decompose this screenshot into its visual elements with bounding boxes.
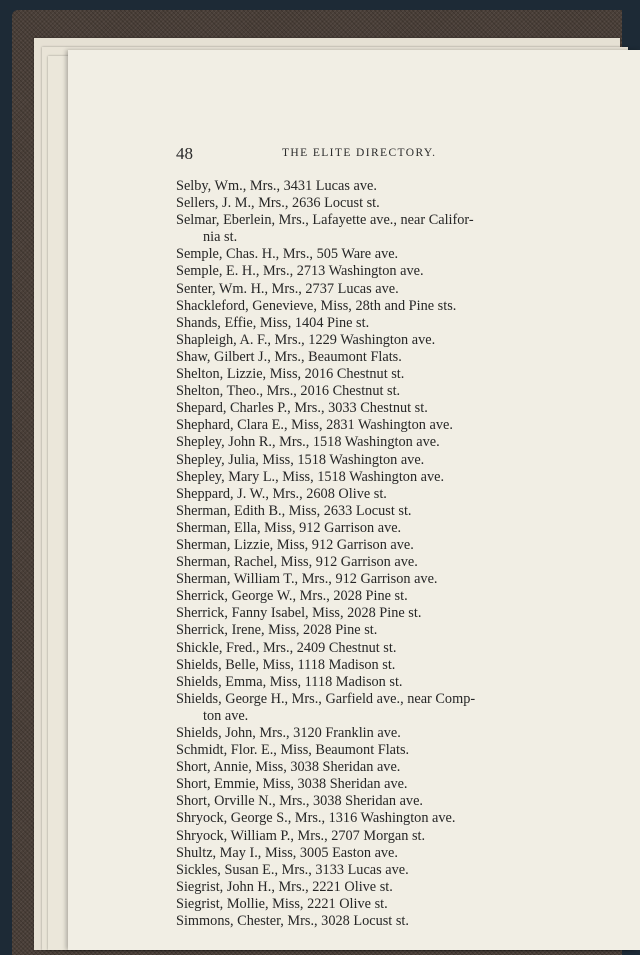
directory-entry: Shepley, Mary L., Miss, 1518 Washington ave. <box>176 468 445 485</box>
directory-entry: Shields, Emma, Miss, 1118 Madison st. <box>176 673 403 690</box>
directory-entry: Shields, George H., Mrs., Garfield ave., near Comp- <box>176 690 476 707</box>
directory-entry: Shackleford, Genevieve, Miss, 28th and Pine sts. <box>176 297 457 314</box>
directory-entry: Senter, Wm. H., Mrs., 2737 Lucas ave. <box>176 280 399 297</box>
directory-entry: Siegrist, John H., Mrs., 2221 Olive st. <box>176 878 393 895</box>
directory-entry: Shepley, Julia, Miss, 1518 Washington ave. <box>176 451 425 468</box>
directory-entry: Shapleigh, A. F., Mrs., 1229 Washington ave. <box>176 331 436 348</box>
directory-entry: Shelton, Lizzie, Miss, 2016 Chestnut st. <box>176 366 405 383</box>
directory-entry: Short, Emmie, Miss, 3038 Sheridan ave. <box>176 776 408 793</box>
directory-entry: Sherman, Lizzie, Miss, 912 Garrison ave. <box>176 536 414 553</box>
running-title: THE ELITE DIRECTORY. <box>282 147 437 159</box>
directory-entry: Sherman, Rachel, Miss, 912 Garrison ave. <box>176 554 418 571</box>
directory-entry: Shands, Effie, Miss, 1404 Pine st. <box>176 314 370 331</box>
page-number: 48 <box>176 144 193 163</box>
directory-entry: Shultz, May I., Miss, 3005 Easton ave. <box>176 844 398 861</box>
directory-entry: Shryock, George S., Mrs., 1316 Washington ave. <box>176 810 456 827</box>
directory-entry: Short, Orville N., Mrs., 3038 Sheridan ave. <box>176 793 423 810</box>
directory-entry: Sellers, J. M., Mrs., 2636 Locust st. <box>176 195 380 212</box>
directory-entry: Selmar, Eberlein, Mrs., Lafayette ave., near Califor- <box>176 212 474 229</box>
directory-entry: Simmons, Chester, Mrs., 3028 Locust st. <box>176 913 409 930</box>
directory-entry: Sherrick, George W., Mrs., 2028 Pine st. <box>176 588 408 605</box>
directory-entry: Sickles, Susan E., Mrs., 3133 Lucas ave. <box>176 861 409 878</box>
directory-entry: Schmidt, Flor. E., Miss, Beaumont Flats. <box>176 742 410 759</box>
directory-entry: Shaw, Gilbert J., Mrs., Beaumont Flats. <box>176 348 402 365</box>
directory-entry: Sherman, Edith B., Miss, 2633 Locust st. <box>176 502 412 519</box>
directory-entry: Shields, John, Mrs., 3120 Franklin ave. <box>176 725 401 741</box>
directory-entry: Sherrick, Irene, Miss, 2028 Pine st. <box>176 622 378 639</box>
directory-entry: Shickle, Fred., Mrs., 2409 Chestnut st. <box>176 639 397 656</box>
directory-entry: Shepley, John R., Mrs., 1518 Washington ave. <box>176 434 440 451</box>
directory-entries <box>176 178 576 930</box>
directory-entry-continuation: ton ave. <box>203 707 249 724</box>
directory-entry: Shryock, William P., Mrs., 2707 Morgan st. <box>176 827 426 844</box>
directory-entry: Shelton, Theo., Mrs., 2016 Chestnut st. <box>176 383 401 400</box>
page-header <box>176 144 476 164</box>
directory-entry: Semple, E. H., Mrs., 2713 Washington ave. <box>176 263 424 280</box>
directory-entry: Short, Annie, Miss, 3038 Sheridan ave. <box>176 759 401 776</box>
directory-entry: Siegrist, Mollie, Miss, 2221 Olive st. <box>176 895 388 912</box>
directory-entry: Semple, Chas. H., Mrs., 505 Ware ave. <box>176 246 399 263</box>
directory-entry: Sherman, Ella, Miss, 912 Garrison ave. <box>176 519 402 536</box>
directory-entry-continuation: nia st. <box>203 229 238 246</box>
directory-entry: Shields, Belle, Miss, 1118 Madison st. <box>176 656 396 673</box>
directory-entry: Shephard, Clara E., Miss, 2831 Washington ave. <box>176 417 453 434</box>
directory-entry: Sheppard, J. W., Mrs., 2608 Olive st. <box>176 485 387 502</box>
directory-entry: Sherrick, Fanny Isabel, Miss, 2028 Pine st. <box>176 605 422 622</box>
directory-entry: Sherman, William T., Mrs., 912 Garrison ave. <box>176 571 438 588</box>
directory-entry: Shepard, Charles P., Mrs., 3033 Chestnut st. <box>176 400 428 417</box>
directory-entry: Selby, Wm., Mrs., 3431 Lucas ave. <box>176 178 377 194</box>
